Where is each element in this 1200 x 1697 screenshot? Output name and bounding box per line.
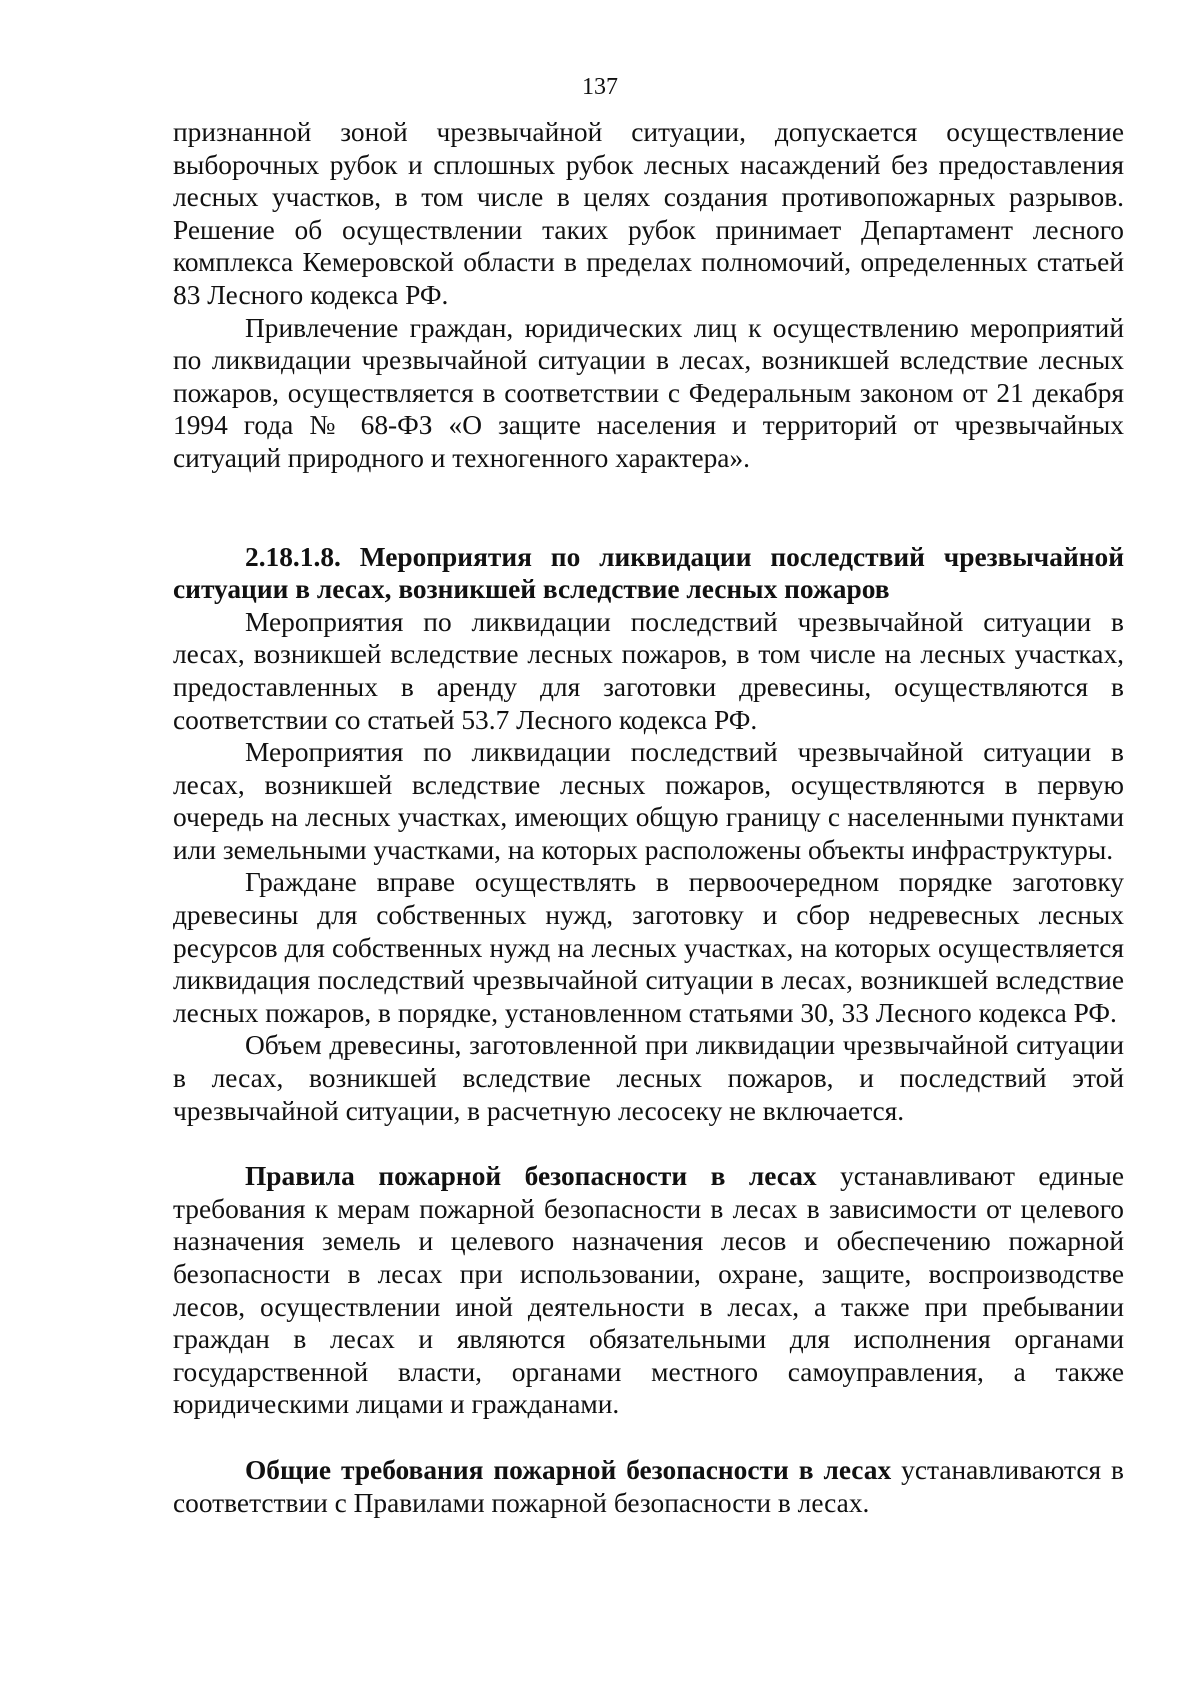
- paragraph-text: устанавливают единые требования к мерам пожарной безопасности в лесах в зависимости от целевого назначения земель и целевого назначения лесов и обеспечению пожарной безопасности в лесах при использовании, охране, защите, воспроизводстве лесов, осуществлении иной деятельности в лесах, а также при пребывании граждан в лесах и являются обязательными для исполнения органами государственной власти, органами местного самоуправления, а также юридическими лицами и гражданами.: [173, 1161, 1124, 1420]
- bold-term: Правила пожарной безопасности в лесах: [245, 1161, 817, 1192]
- bold-term: Общие требования пожарной безопасности в лесах: [245, 1454, 892, 1485]
- paragraph: Привлечение граждан, юридических лиц к осуществлению мероприятий по ликвидации чрезвычайной ситуации в лесах, возникшей вследствие лесных пожаров, осуществляется в соответствии с Федеральным законом от 21 декабря 1994 года № 68-ФЗ «О защите населения и территорий от чрезвычайных ситуаций природного и техногенного характера».: [173, 312, 1124, 473]
- paragraph: Мероприятия по ликвидации последствий чрезвычайной ситуации в лесах, возникшей вследствие лесных пожаров, в том числе на лесных участках, предоставленных в аренду для заготовки древесины, осуществляются в соответствии со статьей 53.7 Лесного кодекса РФ.: [173, 606, 1124, 735]
- paragraph: Объем древесины, заготовленной при ликвидации чрезвычайной ситуации в лесах, возникшей вследствие лесных пожаров, и последствий этой чрезвычайной ситуации, в расчетную лесосеку не включается.: [173, 1030, 1124, 1126]
- paragraph-text: устанавливаются в соответствии с Правилами пожарной безопасности в лесах.: [173, 1454, 1124, 1518]
- page-number: 137: [582, 74, 618, 100]
- document-body: [173, 116, 1124, 1519]
- section-heading: 2.18.1.8. Мероприятия по ликвидации последствий чрезвычайной ситуации в лесах, возникшей вследствие лесных пожаров: [173, 541, 1124, 605]
- paragraph: Мероприятия по ликвидации последствий чрезвычайной ситуации в лесах, возникшей вследствие лесных пожаров, осуществляются в первую очередь на лесных участках, имеющих общую границу с населенными пунктами или земельными участками, на которых расположены объекты инфраструктуры.: [173, 737, 1124, 865]
- paragraph: признанной зоной чрезвычайной ситуации, допускается осуществление выборочных рубок и сплошных рубок лесных насаждений без предоставления лесных участков, в том числе в целях создания противопожарных разрывов. Решение об осуществлении таких рубок принимает Департамент лесного комплекса Кемеровской области в пределах полномочий, определенных статьей 83 Лесного кодекса РФ.: [173, 117, 1124, 310]
- paragraph-fire-safety-rules: [173, 1160, 1124, 1421]
- paragraph: Граждане вправе осуществлять в первоочередном порядке заготовку древесины для собственных нужд, заготовку и сбор недревесных лесных ресурсов для собственных нужд на лесных участках, на которых осуществляется ликвидация последствий чрезвычайной ситуации в лесах, возникшей вследствие лесных пожаров, в порядке, установленном статьями 30, 33 Лесного кодекса РФ.: [173, 867, 1124, 1028]
- paragraph-general-requirements: [173, 1454, 1124, 1519]
